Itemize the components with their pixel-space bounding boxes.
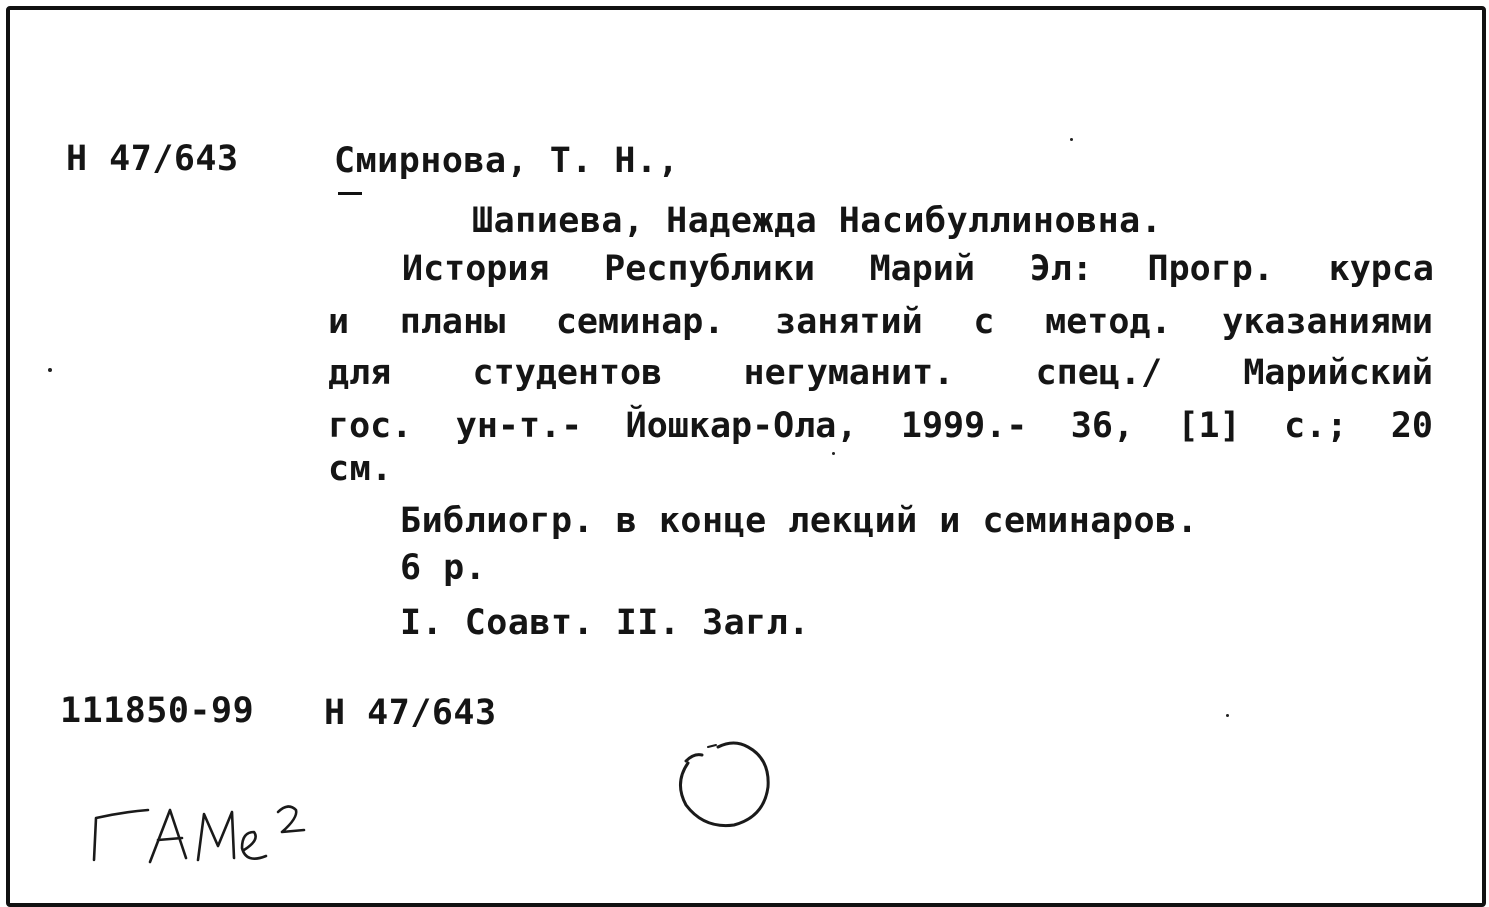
speck <box>1226 714 1229 717</box>
author-heading: Смирнова, Т. Н., <box>334 141 680 181</box>
description-line-4: гос. ун-т.- Йошкар-Ола, 1999.- 36, [1] с.; 20 <box>328 406 1433 446</box>
accession-call-number: Н 47/643 <box>324 693 497 733</box>
description-line-5: см. <box>328 449 393 489</box>
description-line-1: История Республики Марий Эл: Прогр. курса <box>402 249 1434 289</box>
coauthor-name: Шапиева, Надежда Насибуллиновна. <box>472 201 1163 241</box>
tracings: I. Соавт. II. Загл. <box>400 603 810 643</box>
call-number: Н 47/643 <box>66 139 239 179</box>
price: 6 р. <box>400 548 487 588</box>
speck <box>48 368 52 372</box>
accession-number: 111850-99 <box>60 691 255 731</box>
handwritten-note <box>82 788 342 878</box>
underline-mark <box>338 192 362 195</box>
description-line-2: и планы семинар. занятий с метод. указаниями <box>328 302 1433 342</box>
speck <box>832 452 835 455</box>
description-line-3: для студентов негуманит. спец./ Марийский <box>328 353 1433 393</box>
bibliography-note: Библиогр. в конце лекций и семинаров. <box>400 501 1199 541</box>
speck <box>1070 138 1073 141</box>
circle-stamp-icon <box>660 725 780 835</box>
